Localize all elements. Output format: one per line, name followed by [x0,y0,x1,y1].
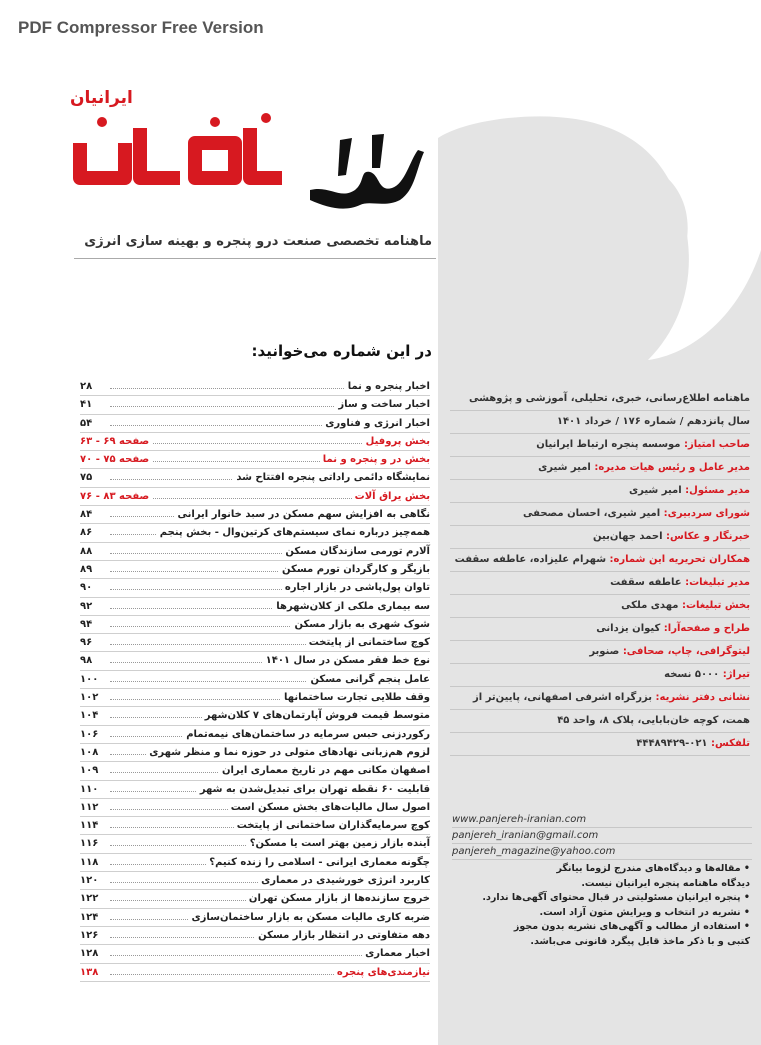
bismillah-calligraphy [300,130,440,220]
toc-row [80,543,430,561]
credit-label: تلفکس: [711,738,750,749]
toc-row [80,634,430,652]
toc-row [80,964,430,982]
credit-label: مدیر مسئول: [685,485,750,496]
credit-label: لیتوگرافی، چاپ، صحافی: [622,646,750,657]
credit-line [450,503,750,526]
toc-row [80,433,430,451]
credit-label: بخش تبلیغات: [681,600,750,611]
credit-label: نشانی دفتر نشریه: [655,692,750,703]
toc-item-title: نوع خط فقر مسکن در سال ۱۴۰۱ [263,652,430,669]
disclaimer-line: • پنجره ایرانیان مسئولیتی در قبال محتوای آگهی‌ها ندارد. [482,892,750,903]
toc-item-title: چگونه معماری ایرانی - اسلامی را زنده کنیم؟ [206,854,430,871]
toc-item-title: اخبار معماری [362,945,430,962]
credit-line [450,411,750,434]
toc-item-page: ۱۱۰ [80,781,101,798]
credit-label: شورای سردبیری: [663,508,750,519]
toc-row [80,799,430,817]
toc-item-title: قابلیت ۶۰ نقطه تهران برای تبدیل‌شدن به شهر [197,781,430,798]
toc-item-page: ۱۲۴ [80,909,101,926]
toc-row [80,817,430,835]
disclaimer-line: • استفاده از مطالب و آگهی‌های نشریه بدون مجوز [513,921,750,932]
magazine-subtitle: ماهنامه تخصصی صنعت درو پنجره و بهینه سازی انرژی [84,234,432,249]
credit-label: صاحب امتیاز: [684,439,750,450]
toc-heading: در این شماره می‌خوانید: [251,342,432,360]
toc-item-title: ضربه کاری مالیات مسکن به بازار ساختمان‌سازی [188,909,430,926]
toc-item-page: ۱۳۸ [80,964,101,981]
toc-item-title: کوچ سرمایه‌گذاران ساختمانی از پایتخت [234,817,430,834]
credit-line [450,687,750,710]
info-side-panel [438,0,761,1045]
toc-row [80,378,430,396]
disclaimer-line: دیدگاه ماهنامه پنجره ایرانیان نیست. [581,877,750,889]
toc-row [80,396,430,414]
magazine-name-small: ایرانیان [70,88,133,108]
toc-item-page: ۹۶ [80,634,95,651]
toc-item-page: ۴۱ [80,396,95,413]
decorative-curve-graphic [438,0,761,370]
toc-item-title: بخش یراق آلات [352,488,430,505]
toc-item-title: شوک شهری به بازار مسکن [291,616,430,633]
toc-item-title: کاربرد انرژی خورشیدی در معماری [258,872,430,889]
toc-item-title: بخش پروفیل [363,433,430,450]
toc-row [80,598,430,616]
contact-line[interactable]: www.panjereh-iranian.com [452,812,752,828]
toc-item-title: بخش در و پنجره و نما [320,451,430,468]
toc-item-title: وقف طلایی تجارت ساختمانها [281,689,430,706]
credit-value: همت، کوچه خان‌بابایی، پلاک ۸، واحد ۴۵ [557,715,750,726]
toc-item-page: ۹۲ [80,598,95,615]
credit-value: ۵۰۰۰ نسخه [664,669,720,680]
toc-row [80,652,430,670]
toc-row [80,890,430,908]
toc-item-title: خروج سازنده‌ها از بازار مسکن تهران [246,890,430,907]
toc-item-title: تاوان پول‌پاشی در بازار اجاره [282,579,430,596]
toc-row [80,707,430,725]
toc-item-title: اخبار پنجره و نما [345,378,430,395]
toc-item-title: عامل پنجم گرانی مسکن [307,671,430,688]
credit-line [450,388,750,411]
credit-value: ۰۲۱-۴۴۴۸۹۴۲۹ [636,738,708,749]
contact-list [452,812,752,860]
toc-row [80,488,430,506]
credit-line [450,572,750,595]
credit-line [450,434,750,457]
toc-item-page: ۵۴ [80,415,95,432]
credit-value: احمد جهان‌بین [593,531,663,542]
toc-item-title: کوچ ساختمانی از پایتخت [306,634,430,651]
credit-value: ماهنامه اطلاع‌رسانی، خبری، تحلیلی، آموزشی و پژوهشی [469,393,750,404]
credit-label: تیراژ: [722,669,750,680]
credit-line [450,457,750,480]
toc-item-title: لزوم هم‌زبانی نهادهای متولی در حوزه نما و منظر شهری [146,744,430,761]
disclaimer-notes [452,862,750,949]
toc-item-page: ۹۴ [80,616,95,633]
toc-item-page: ۸۹ [80,561,95,578]
toc-item-title: اخبار انرژی و فناوری [322,415,430,432]
toc-item-title: نیازمندی‌های پنجره [334,964,430,981]
toc-item-page: ۱۰۹ [80,762,101,779]
toc-row [80,872,430,890]
toc-item-page: ۹۸ [80,652,95,669]
credit-label: مدیر عامل و رئیس هیات مدیره: [594,462,750,473]
credit-value: موسسه پنجره ارتباط ایرانیان [536,439,681,450]
toc-item-page: ۱۲۰ [80,872,101,889]
toc-row [80,689,430,707]
toc-item-title: اصول سال مالیات‌های بخش مسکن است [228,799,430,816]
table-of-contents [80,378,430,982]
toc-item-title: نمایشگاه دائمی راداتی پنجره افتتاح شد [233,469,430,486]
toc-item-page: ۸۶ [80,524,95,541]
toc-item-page: صفحه ۷۵ - ۷۰ [80,451,152,468]
credit-value: امیر شیری [538,462,591,473]
credit-label: همکاران تحریریه این شماره: [609,554,750,565]
toc-item-page: ۲۸ [80,378,95,395]
toc-row [80,835,430,853]
toc-item-page: ۱۱۲ [80,799,101,816]
credit-line [450,618,750,641]
credit-line [450,480,750,503]
credit-label: طراح و صفحه‌آرا: [663,623,750,634]
disclaimer-line: • نشریه در انتخاب و ویرایش متون آزاد است. [539,906,750,918]
toc-item-title: همه‌چیز درباره نمای سیستم‌های کرتین‌وال - بخش پنجم [157,524,430,541]
toc-item-page: ۱۰۰ [80,671,101,688]
toc-row [80,506,430,524]
pdf-watermark: PDF Compressor Free Version [18,18,264,37]
toc-item-title: بازیگر و کارگردان تورم مسکن [279,561,430,578]
credit-line [450,710,750,733]
toc-item-title: رکوردزنی حبس سرمایه در ساختمان‌های نیمه‌تمام [183,726,430,743]
credit-line [450,595,750,618]
toc-item-title: سه بیماری ملکی از کلان‌شهرها [273,598,430,615]
toc-row [80,927,430,945]
toc-item-page: ۱۱۶ [80,835,101,852]
credit-value: عاطفه سقفت [610,577,682,588]
toc-row [80,781,430,799]
toc-item-title: آینده بازار زمین بهتر است یا مسکن؟ [247,835,430,852]
toc-item-page: ۷۵ [80,469,95,486]
toc-row [80,909,430,927]
credit-line [450,664,750,687]
toc-item-page: ۱۲۶ [80,927,101,944]
credit-value: شهرام علیزاده، عاطفه سقفت [454,554,607,565]
credit-value: سال پانزدهم / شماره ۱۷۶ / خرداد ۱۴۰۱ [556,416,750,427]
toc-item-title: نگاهی به افزایش سهم مسکن در سبد خانوار ایرانی [175,506,430,523]
credit-value: امیر شیری [628,485,682,496]
credit-line [450,526,750,549]
contact-line[interactable]: panjereh_magazine@yahoo.com [452,844,752,860]
toc-item-page: ۱۱۴ [80,817,101,834]
toc-row [80,415,430,433]
toc-item-page: ۱۱۸ [80,854,101,871]
toc-row [80,561,430,579]
toc-item-title: متوسط قیمت فروش آپارتمان‌های ۷ کلان‌شهر [202,707,430,724]
toc-row [80,762,430,780]
toc-item-page: ۱۲۲ [80,890,101,907]
credit-value: بزرگراه اشرفی اصفهانی، پایین‌تر از [473,692,653,703]
contact-line[interactable]: panjereh_iranian@gmail.com [452,828,752,844]
disclaimer-line: کتبی و با ذکر ماخذ قابل پیگرد قانونی می‌باشد. [530,935,750,947]
subtitle-divider [74,258,436,259]
toc-item-title: آلارم تورمی سازندگان مسکن [282,543,430,560]
toc-row [80,945,430,963]
credit-line [450,641,750,664]
toc-row [80,726,430,744]
credit-line [450,549,750,572]
credit-label: خبرنگار و عکاس: [666,531,750,542]
toc-item-title: دهه متفاوتی در انتظار بازار مسکن [255,927,430,944]
credit-value: امیر شیری، احسان مصحفی [523,508,661,519]
toc-row [80,671,430,689]
toc-row [80,854,430,872]
toc-item-page: ۱۰۴ [80,707,101,724]
toc-row [80,579,430,597]
toc-item-page: ۱۰۸ [80,744,101,761]
toc-row [80,469,430,487]
credit-value: مهدی ملکی [621,600,679,611]
staff-credits-list [450,388,750,756]
toc-item-page: ۸۴ [80,506,95,523]
toc-item-page: صفحه ۸۳ - ۷۶ [80,488,152,505]
toc-row [80,616,430,634]
toc-item-title: اصفهان مکانی مهم در تاریخ معماری ایران [219,762,430,779]
credit-line [450,733,750,756]
toc-row [80,524,430,542]
toc-item-page: صفحه ۶۹ - ۶۳ [80,433,152,450]
toc-item-page: ۱۲۸ [80,945,101,962]
credit-value: صنوبر [589,646,620,657]
toc-item-page: ۱۰۲ [80,689,101,706]
toc-item-page: ۸۸ [80,543,95,560]
toc-row [80,451,430,469]
toc-item-page: ۹۰ [80,579,95,596]
disclaimer-line: • مقاله‌ها و دیدگاه‌های مندرج لزوما بیانگر [556,863,750,874]
toc-row [80,744,430,762]
toc-item-title: اخبار ساخت و ساز [335,396,430,413]
credit-label: مدیر تبلیغات: [685,577,750,588]
toc-item-page: ۱۰۶ [80,726,101,743]
credit-value: کیوان یزدانی [596,623,661,634]
magazine-logo [70,108,292,193]
